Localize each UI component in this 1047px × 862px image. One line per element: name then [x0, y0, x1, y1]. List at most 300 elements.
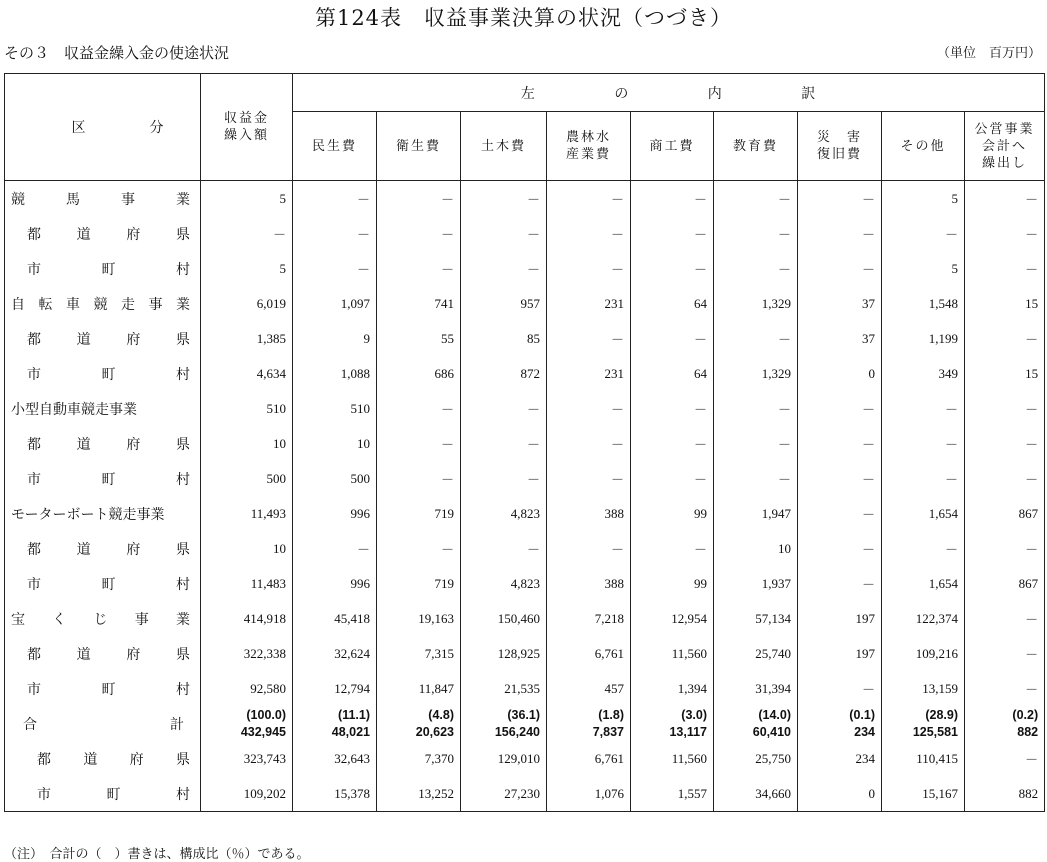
table-cell: 4,823 [461, 496, 547, 531]
table-cell: 11,493 [201, 496, 293, 531]
row-label-text: 町 [101, 576, 116, 593]
table-cell: － [798, 671, 882, 706]
column-header-line: 商工費 [649, 138, 695, 154]
table-row [5, 776, 1045, 812]
table-row [5, 391, 1045, 426]
table-cell: － [714, 321, 798, 356]
table-cell: － [714, 426, 798, 461]
table-cell: 15,167 [882, 776, 965, 812]
table-cell: 1,088 [293, 356, 377, 391]
table-cell: － [293, 531, 377, 566]
table-row [5, 741, 1045, 776]
table-cell: 55 [377, 321, 461, 356]
table-cell: 10 [714, 531, 798, 566]
total-value: 7,837 [592, 724, 624, 739]
header-shueki-line1: 収益金 [223, 111, 269, 126]
column-header-line: 教育費 [732, 138, 778, 154]
row-label-text: 市 [27, 366, 41, 383]
table-cell: 231 [547, 356, 631, 391]
table-row [5, 531, 1045, 566]
table-cell: － [965, 531, 1045, 566]
column-header [798, 112, 882, 181]
row-label-text: 町 [106, 786, 121, 803]
column-header [547, 112, 631, 181]
table-cell: 457 [547, 671, 631, 706]
row-label-text: 市 [27, 576, 41, 593]
table-cell: － [293, 216, 377, 251]
table-cell: － [631, 461, 714, 496]
table-cell: 996 [293, 566, 377, 601]
total-ratio: (1.8) [598, 707, 624, 722]
column-header-line: 公営事業 [974, 121, 1035, 137]
row-label-text: 業 [176, 191, 190, 208]
table-cell: 64 [631, 286, 714, 321]
row-label-text: 道 [76, 541, 91, 558]
table-cell: － [461, 251, 547, 286]
table-cell: 4,634 [201, 356, 293, 391]
table-cell: 15 [965, 356, 1045, 391]
table-cell: 388 [547, 496, 631, 531]
row-label [5, 496, 201, 531]
table-cell: － [461, 181, 547, 217]
table-cell: － [798, 496, 882, 531]
total-value: 882 [1017, 724, 1039, 739]
table-cell: － [798, 461, 882, 496]
table-cell: 1,654 [882, 566, 965, 601]
table-cell: － [631, 321, 714, 356]
total-cell [201, 706, 293, 741]
column-header-line: 繰出し [982, 155, 1028, 171]
row-label [5, 216, 201, 251]
table-cell: 5 [201, 181, 293, 217]
table-cell: 231 [547, 286, 631, 321]
table-row [5, 426, 1045, 461]
table-body [5, 181, 1045, 812]
table-cell: 109,202 [201, 776, 293, 812]
row-label-text: 県 [175, 541, 190, 558]
table-cell: 6,761 [547, 741, 631, 776]
row-label-text: 車 [66, 296, 80, 313]
row-label-text: 市 [27, 471, 41, 488]
table-cell: 5 [882, 251, 965, 286]
row-label [5, 776, 201, 812]
table-row [5, 181, 1045, 217]
footnote: （注） 合計の（ ）書きは、構成比（％）である。 [4, 847, 310, 862]
total-cell [293, 706, 377, 741]
table-cell: 1,394 [631, 671, 714, 706]
row-label-text: 村 [176, 681, 190, 698]
row-label [5, 741, 201, 776]
row-label-text: 転 [38, 296, 53, 313]
column-header-line: 農林水 [565, 130, 611, 145]
column-header-line: 土木費 [480, 138, 526, 154]
table-cell: 996 [293, 496, 377, 531]
table-cell: 19,163 [377, 601, 461, 636]
table-cell: 0 [798, 356, 882, 391]
table-cell: 510 [201, 391, 293, 426]
table-cell: － [631, 391, 714, 426]
row-label-text: 道 [76, 331, 91, 348]
table-cell: 5 [882, 181, 965, 217]
table-cell: － [965, 391, 1045, 426]
table-cell: 27,230 [461, 776, 547, 812]
table-row [5, 671, 1045, 706]
total-value: 234 [854, 724, 875, 739]
header-group-char: 訳 [801, 85, 817, 102]
table-cell: － [631, 216, 714, 251]
table-cell: 99 [631, 496, 714, 531]
table-cell: － [965, 251, 1045, 286]
row-label-text: 馬 [66, 191, 80, 208]
table-cell: 34,660 [714, 776, 798, 812]
total-value: 125,581 [912, 724, 958, 739]
table-cell: － [547, 251, 631, 286]
table-cell: － [631, 181, 714, 217]
row-label-text: じ [93, 611, 108, 628]
row-label-text: 市 [37, 786, 51, 803]
row-label [5, 706, 201, 741]
row-label-text: 計 [170, 716, 184, 733]
row-label-text: 業 [176, 611, 190, 628]
table-cell: 500 [201, 461, 293, 496]
column-header-line: 産業費 [565, 147, 611, 162]
column-header [965, 112, 1045, 181]
table-row [5, 286, 1045, 321]
table-cell: 414,918 [201, 601, 293, 636]
row-label-text: 市 [27, 681, 41, 698]
total-value: 156,240 [494, 724, 540, 739]
header-group-char: 左 [520, 85, 536, 102]
table-cell: － [461, 531, 547, 566]
table-cell: 1,557 [631, 776, 714, 812]
table-cell: 741 [377, 286, 461, 321]
table-header [5, 74, 1045, 181]
table-cell: － [714, 216, 798, 251]
table-cell: 7,370 [377, 741, 461, 776]
table-cell: － [798, 251, 882, 286]
total-ratio: (0.2) [1012, 707, 1039, 722]
table-cell: 15 [965, 286, 1045, 321]
table-cell: － [201, 216, 293, 251]
table-cell: 0 [798, 776, 882, 812]
row-label-text: 競 [93, 296, 108, 313]
header-breakdown-group [293, 74, 1045, 112]
row-label [5, 181, 201, 217]
table-cell: 110,415 [882, 741, 965, 776]
column-header-line: 災 害 [816, 130, 862, 145]
table-cell: 234 [798, 741, 882, 776]
table-cell: － [965, 636, 1045, 671]
total-value: 48,021 [331, 724, 370, 739]
table-cell: 322,338 [201, 636, 293, 671]
table-cell: 1,385 [201, 321, 293, 356]
header-group-char: 内 [707, 85, 723, 102]
table-cell: － [377, 216, 461, 251]
table-cell: － [882, 391, 965, 426]
total-value: 13,117 [669, 724, 707, 739]
table-cell: 15,378 [293, 776, 377, 812]
table-cell: 11,847 [377, 671, 461, 706]
row-label-text: 宝 [11, 611, 25, 628]
row-label-text: 県 [175, 331, 190, 348]
table-cell: － [798, 216, 882, 251]
table-cell: 510 [293, 391, 377, 426]
page-title: 第124表 収益事業決算の状況（つづき） [314, 6, 733, 30]
table-cell: 11,560 [631, 636, 714, 671]
table-cell: － [547, 426, 631, 461]
table-cell: － [798, 566, 882, 601]
table-cell: － [965, 216, 1045, 251]
row-label-text: 村 [176, 786, 190, 803]
total-ratio: (0.1) [849, 707, 875, 722]
table-cell: 1,329 [714, 356, 798, 391]
row-label [5, 321, 201, 356]
table-cell: － [965, 461, 1045, 496]
table-cell: 1,947 [714, 496, 798, 531]
row-label [5, 251, 201, 286]
total-value: 432,945 [240, 724, 286, 739]
table-cell: 6,761 [547, 636, 631, 671]
row-label-text: 府 [126, 331, 141, 348]
total-cell [882, 706, 965, 741]
table-row [5, 636, 1045, 671]
table-cell: 25,750 [714, 741, 798, 776]
table-cell: 1,199 [882, 321, 965, 356]
table-row [5, 461, 1045, 496]
total-ratio: (100.0) [246, 707, 286, 722]
table-cell: 9 [293, 321, 377, 356]
table-cell: － [631, 251, 714, 286]
table-cell: 1,329 [714, 286, 798, 321]
header-kubun-2: 分 [149, 120, 164, 136]
row-label-text: 市 [27, 261, 41, 278]
column-header [714, 112, 798, 181]
table-cell: 349 [882, 356, 965, 391]
table-cell: 197 [798, 601, 882, 636]
row-label-text: 府 [126, 226, 141, 243]
table-cell: 45,418 [293, 601, 377, 636]
row-label-text: モーターボート競走事業 [11, 506, 165, 523]
table-row [5, 321, 1045, 356]
row-label-text: 県 [175, 226, 190, 243]
table-cell: 1,076 [547, 776, 631, 812]
row-label-text: 競 [11, 191, 25, 208]
table-cell: － [631, 426, 714, 461]
column-header [461, 112, 547, 181]
column-header-line: 衛生費 [395, 138, 441, 154]
row-label [5, 671, 201, 706]
table-cell: － [714, 461, 798, 496]
total-cell [461, 706, 547, 741]
row-label-text: 都 [27, 436, 41, 453]
table-cell: － [965, 741, 1045, 776]
table-cell: 7,218 [547, 601, 631, 636]
column-header-line: 復旧費 [816, 147, 862, 162]
table-cell: － [547, 461, 631, 496]
table-cell: － [965, 671, 1045, 706]
table-cell: 872 [461, 356, 547, 391]
table-cell: 12,794 [293, 671, 377, 706]
row-label-text: 都 [27, 541, 41, 558]
data-table [4, 73, 1045, 812]
row-label-text: 事 [134, 611, 149, 628]
row-label-text: 走 [121, 296, 135, 313]
table-cell: 197 [798, 636, 882, 671]
table-cell: 882 [965, 776, 1045, 812]
table-cell: 57,134 [714, 601, 798, 636]
row-label-text: 府 [126, 436, 141, 453]
row-label-text: 都 [27, 226, 41, 243]
total-ratio: (11.1) [338, 707, 370, 722]
table-cell: 388 [547, 566, 631, 601]
row-label [5, 286, 201, 321]
row-label-text: 都 [27, 646, 41, 663]
column-header-line: その他 [900, 138, 946, 154]
row-label-text: 県 [175, 751, 190, 768]
row-label-text: 町 [101, 366, 116, 383]
table-cell: － [293, 181, 377, 217]
table-cell: 32,643 [293, 741, 377, 776]
table-cell: 25,740 [714, 636, 798, 671]
row-label [5, 356, 201, 391]
table-cell: － [714, 181, 798, 217]
header-group-char: の [614, 85, 630, 102]
table-cell: － [965, 181, 1045, 217]
table-cell: － [293, 251, 377, 286]
total-cell [714, 706, 798, 741]
table-cell: － [377, 426, 461, 461]
table-cell: 1,937 [714, 566, 798, 601]
table-cell: 13,252 [377, 776, 461, 812]
total-ratio: (4.8) [428, 707, 454, 722]
row-label-text: 町 [101, 471, 116, 488]
table-row [5, 566, 1045, 601]
table-cell: 500 [293, 461, 377, 496]
column-header [293, 112, 377, 181]
table-cell: 12,954 [631, 601, 714, 636]
row-label-text: 町 [101, 261, 116, 278]
row-label-text: 道 [76, 436, 91, 453]
row-label [5, 461, 201, 496]
table-cell: 1,548 [882, 286, 965, 321]
table-cell: 7,315 [377, 636, 461, 671]
row-label [5, 566, 201, 601]
column-header [631, 112, 714, 181]
header-kubun-1: 区 [71, 120, 86, 136]
table-cell: 129,010 [461, 741, 547, 776]
table-cell: 85 [461, 321, 547, 356]
table-cell: － [714, 391, 798, 426]
table-cell: 10 [201, 531, 293, 566]
table-cell: － [461, 461, 547, 496]
row-label-text: 道 [83, 751, 98, 768]
table-cell: 150,460 [461, 601, 547, 636]
row-label-text: 村 [176, 471, 190, 488]
unit-label: （単位 百万円） [936, 46, 1041, 61]
row-label-text: 道 [76, 226, 91, 243]
table-cell: － [547, 391, 631, 426]
table-cell: － [547, 321, 631, 356]
total-value: 20,623 [415, 724, 454, 739]
table-cell: － [798, 531, 882, 566]
table-cell: － [798, 181, 882, 217]
row-label-text: 府 [126, 541, 141, 558]
row-label-text: 村 [176, 261, 190, 278]
total-cell [798, 706, 882, 741]
table-cell: 99 [631, 566, 714, 601]
row-label [5, 601, 201, 636]
table-cell: － [547, 181, 631, 217]
row-label [5, 391, 201, 426]
table-cell: 719 [377, 496, 461, 531]
total-cell [547, 706, 631, 741]
table-cell: 6,019 [201, 286, 293, 321]
header-kubun [5, 74, 201, 181]
table-cell: 686 [377, 356, 461, 391]
table-cell: 867 [965, 566, 1045, 601]
table-cell: － [965, 321, 1045, 356]
table-cell: － [882, 426, 965, 461]
row-label-text: 県 [175, 646, 190, 663]
table-cell: 10 [201, 426, 293, 461]
table-cell: － [377, 531, 461, 566]
row-label-text: 府 [129, 751, 144, 768]
row-label-text: 事 [121, 191, 135, 208]
row-label-text: く [52, 611, 67, 628]
table-cell: － [965, 426, 1045, 461]
table-cell: － [714, 251, 798, 286]
table-cell: － [461, 216, 547, 251]
table-cell: － [547, 531, 631, 566]
table-cell: 37 [798, 286, 882, 321]
table-cell: － [377, 391, 461, 426]
table-row [5, 251, 1045, 286]
table-cell: － [631, 531, 714, 566]
table-cell: 92,580 [201, 671, 293, 706]
table-cell: － [547, 216, 631, 251]
total-cell [965, 706, 1045, 741]
total-ratio: (3.0) [681, 707, 707, 722]
table-cell: 11,560 [631, 741, 714, 776]
row-label [5, 531, 201, 566]
table-cell: － [461, 426, 547, 461]
total-cell [631, 706, 714, 741]
row-label-text: 村 [176, 366, 190, 383]
table-cell: 323,743 [201, 741, 293, 776]
total-cell [377, 706, 461, 741]
table-cell: － [882, 216, 965, 251]
table-cell: － [461, 391, 547, 426]
total-value: 60,410 [752, 724, 791, 739]
header-shueki-line2: 繰入額 [223, 128, 269, 143]
header-shueki [201, 74, 293, 181]
table-cell: － [882, 531, 965, 566]
row-label-text: 県 [175, 436, 190, 453]
table-cell: 31,394 [714, 671, 798, 706]
table-cell: 719 [377, 566, 461, 601]
table-cell: 21,535 [461, 671, 547, 706]
table-cell: 64 [631, 356, 714, 391]
table-cell: － [377, 181, 461, 217]
column-header [882, 112, 965, 181]
row-label-text: 業 [176, 296, 190, 313]
table-cell: 1,654 [882, 496, 965, 531]
table-cell: － [882, 461, 965, 496]
row-label-text: 道 [76, 646, 91, 663]
row-label [5, 426, 201, 461]
row-label-text: 都 [37, 751, 51, 768]
table-cell: 109,216 [882, 636, 965, 671]
